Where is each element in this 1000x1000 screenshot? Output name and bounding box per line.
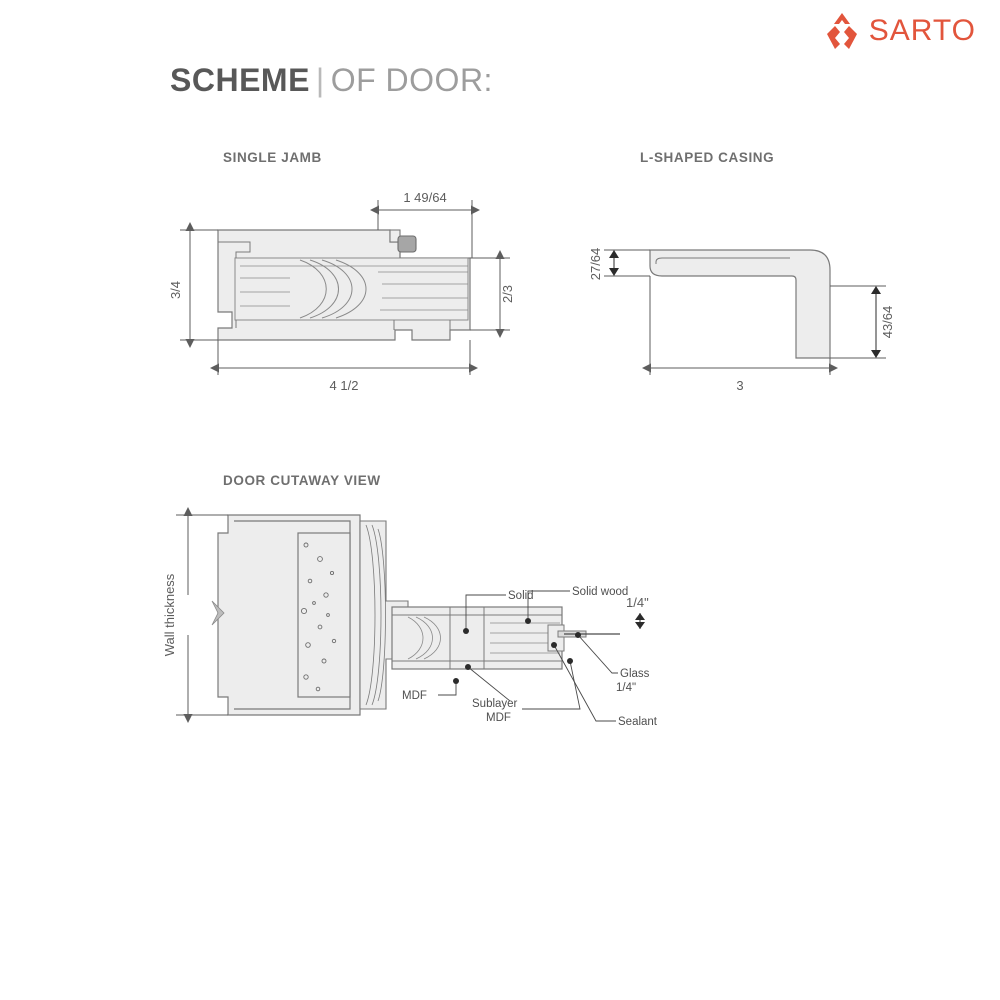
dimension-casing-right	[830, 286, 886, 358]
dimension-casing-left-label: 27/64	[588, 247, 603, 281]
callout-label-glass-thickness: 1/4"	[616, 682, 637, 694]
dimension-casing-bottom-label: 3	[736, 378, 744, 393]
callout-label-glass: Glass	[620, 668, 650, 680]
callout-label-sealant: Sealant	[618, 716, 658, 728]
section-heading-door-cutaway: DOOR CUTAWAY VIEW	[223, 473, 381, 488]
callout-label-mdf-left: MDF	[402, 690, 427, 702]
sarto-chevron-logo-icon	[825, 12, 859, 50]
dimension-jamb-top-label: 1 49/64	[403, 190, 447, 205]
dimension-casing-left	[604, 250, 650, 276]
callout-label-solid: Solid	[508, 590, 534, 602]
cutaway-door-slab	[392, 607, 562, 669]
casing-profile	[650, 250, 830, 358]
dimension-casing-right-label: 43/64	[880, 305, 895, 339]
page-title-divider: |	[315, 62, 325, 98]
dimension-wall-thickness-label: Wall thickness	[162, 573, 177, 657]
cutaway-jamb-casing	[218, 515, 360, 715]
section-heading-l-shaped-casing: L-SHAPED CASING	[640, 150, 775, 165]
brand-logo	[825, 12, 976, 50]
dimension-glass-thickness-label: 1/4"	[626, 595, 649, 610]
callout-label-sublayer: Sublayer	[472, 698, 518, 710]
section-heading-single-jamb: SINGLE JAMB	[223, 150, 322, 165]
figure-l-shaped-casing	[590, 180, 930, 400]
jamb-wood-grain	[235, 258, 468, 320]
figure-single-jamb	[150, 180, 550, 400]
page-title	[170, 62, 493, 99]
dimension-jamb-left	[180, 230, 218, 340]
callout-label-solid-wood: Solid wood	[572, 586, 629, 598]
dimension-jamb-bottom-label: 4 1/2	[329, 378, 359, 393]
page-title-strong: SCHEME	[170, 62, 310, 98]
dimension-jamb-left-label: 3/4	[168, 280, 183, 300]
cutaway-glazing-detail	[548, 625, 620, 651]
callout-label-mdf-bottom: MDF	[486, 712, 511, 724]
dimension-jamb-bottom	[218, 340, 470, 375]
page-title-light: OF DOOR:	[330, 62, 493, 98]
figure-door-cutaway	[150, 495, 770, 775]
brand-name: SARTO	[868, 14, 976, 47]
dimension-jamb-right-label: 2/3	[500, 284, 515, 304]
